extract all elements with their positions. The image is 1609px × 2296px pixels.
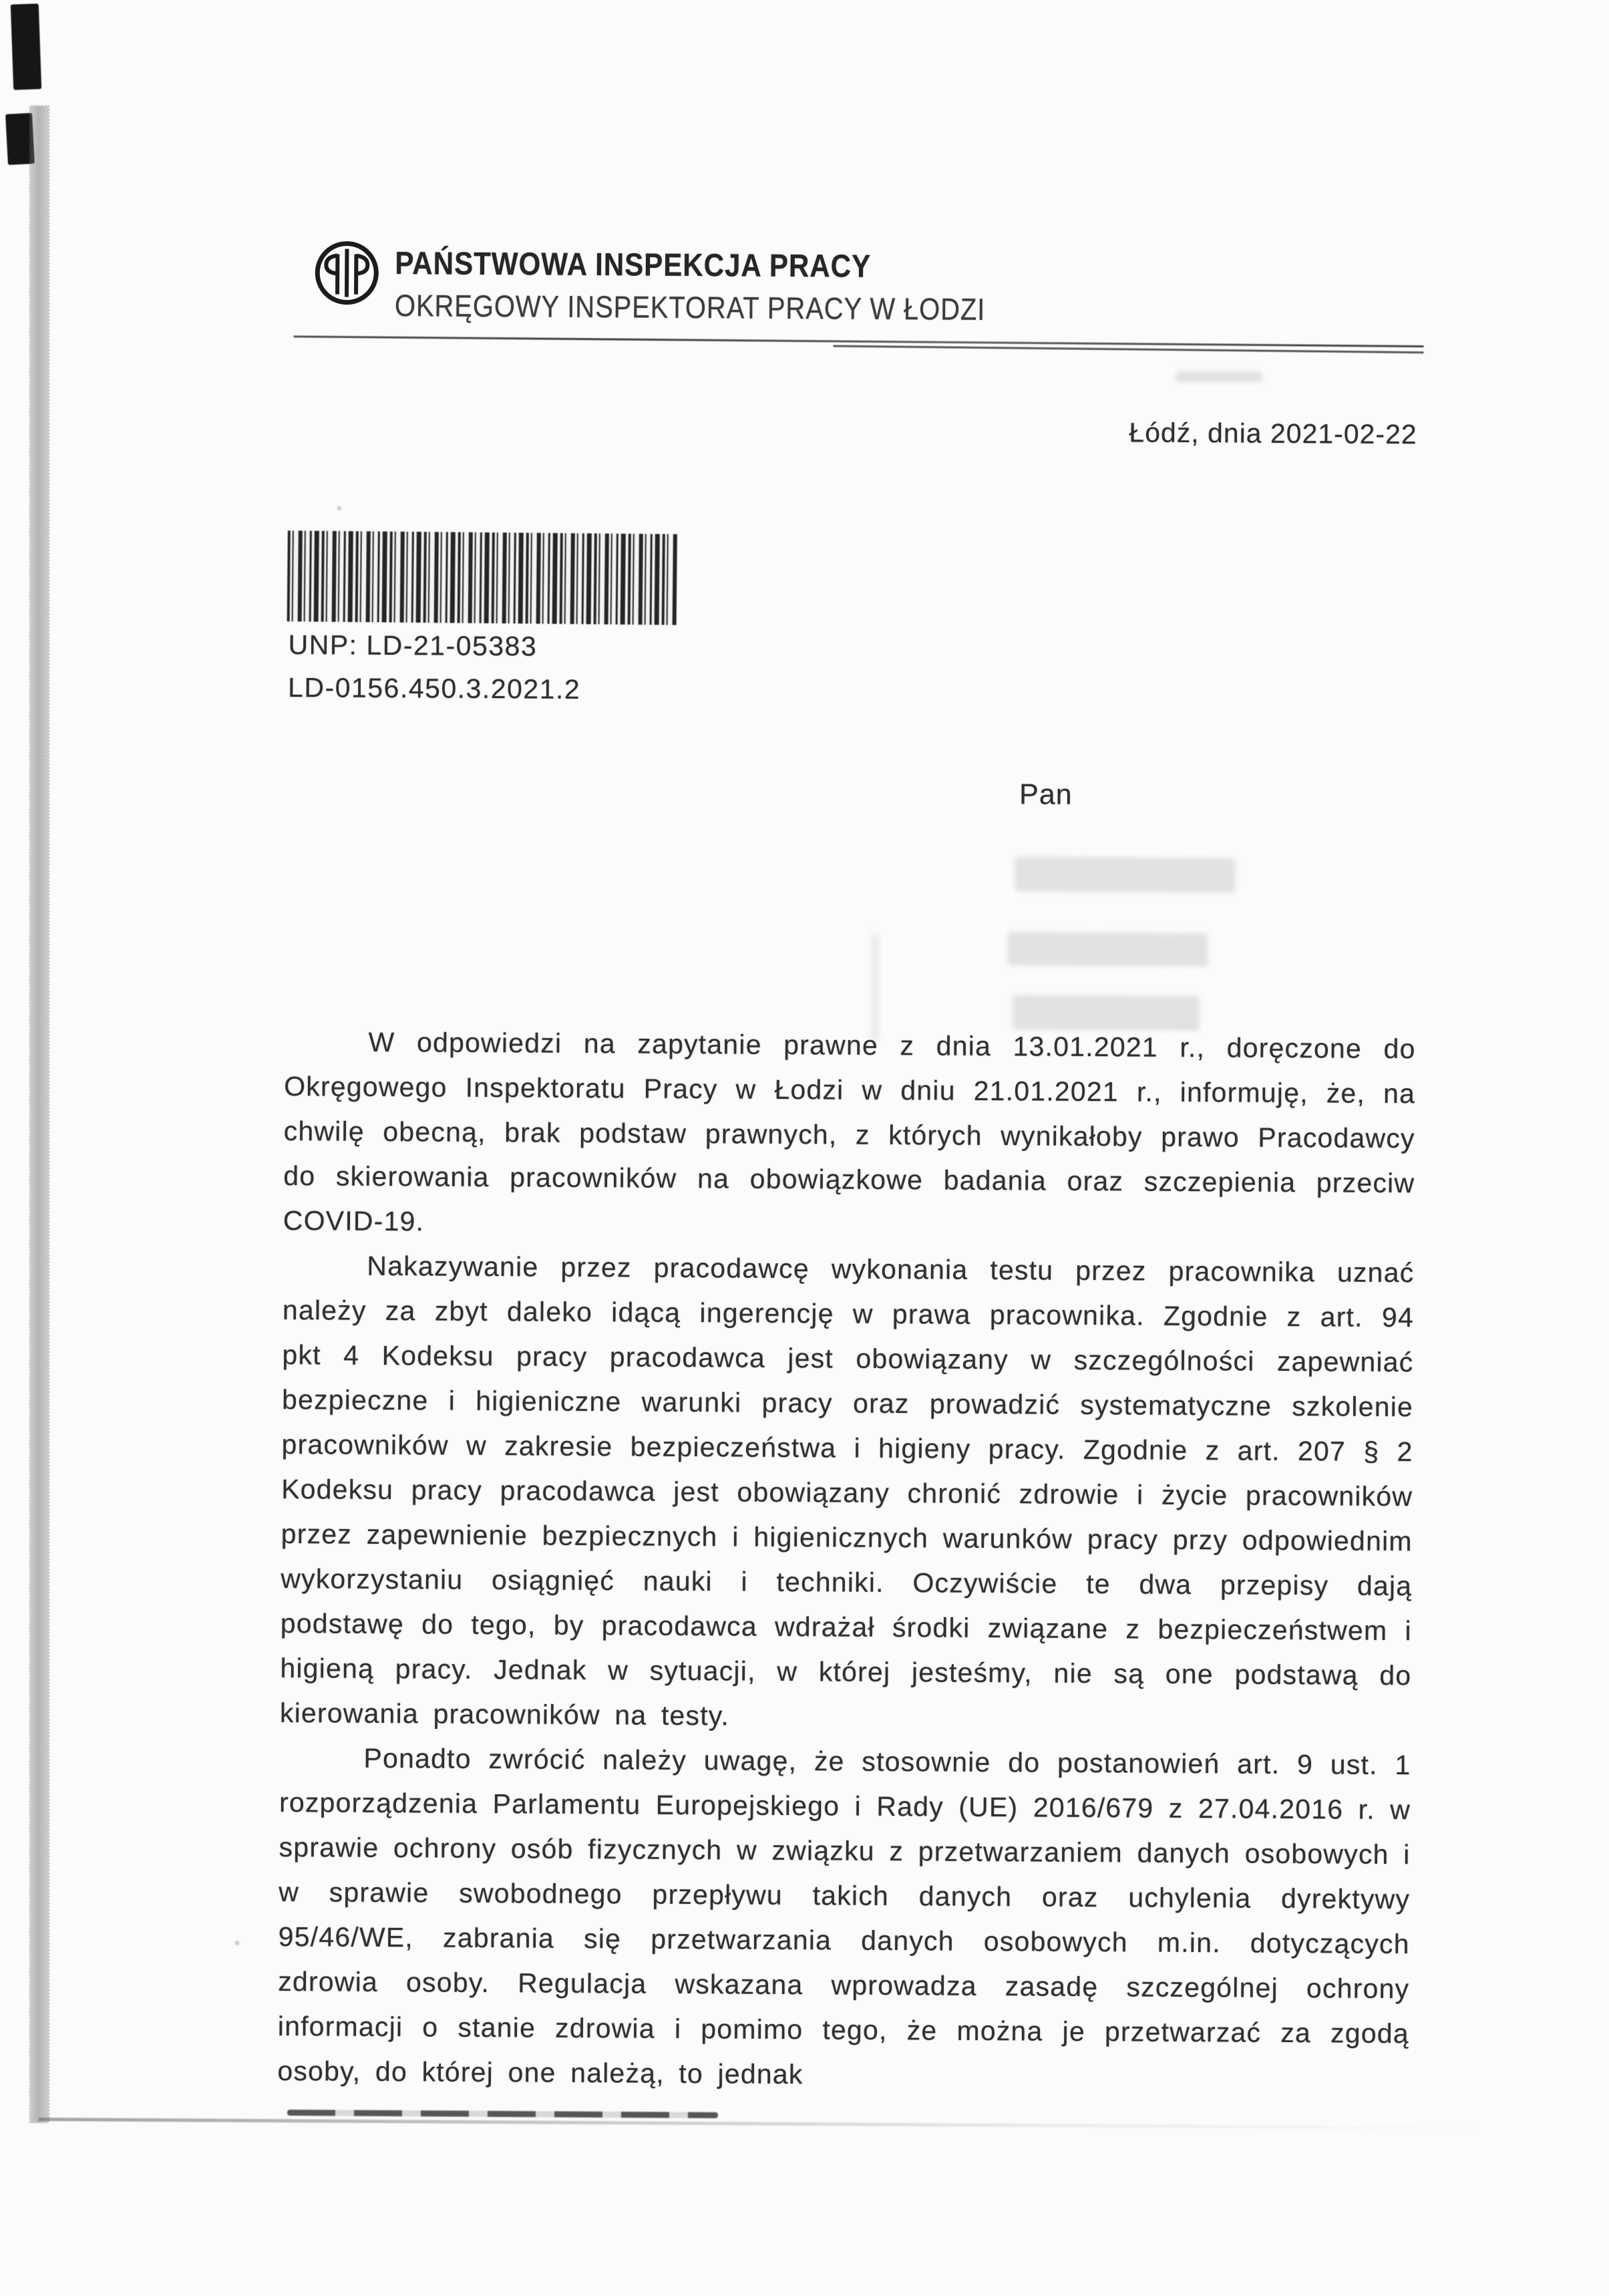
redacted-line	[1015, 856, 1235, 892]
paragraph: Ponadto zwrócić należy uwagę, że stosownie do postanowień art. 9 ust. 1 rozporządzenia Parlamentu Europejskiego i Rady (UE) 2016/679 z 27.04.2016 r. w sprawie ochrony osób fizycznych w związku z przetwarzaniem danych osobowych i w sprawie swobodnego przepływu takich danych oraz uchylenia dyrektywy 95/46/WE, zabrania się przetwarzania danych osobowych m.in. dotyczących zdrowia osoby. Regulacja wskazana wprowadza zasadę szczególnej ochrony informacji o stanie zdrowia i pomimo tego, że można je przetwarzać za zgodą osoby, do której one należą, to jednak	[277, 1742, 1411, 2090]
issuer-block	[395, 245, 1074, 328]
place-and-date: Łódź, dnia 2021-02-22	[1129, 417, 1417, 450]
pip-logo-icon	[313, 239, 381, 307]
issuer-name: PAŃSTWOWA INSPEKCJA PRACY	[395, 246, 872, 285]
case-number: LD-0156.450.3.2021.2	[287, 672, 581, 705]
redacted-line	[1007, 932, 1208, 967]
paragraph: W odpowiedzi na zapytanie prawne z dnia 13.01.2021 r., doręczone do Okręgowego Inspektoratu Pracy w Łodzi w dniu 21.01.2021 r., informuję, że, na chwilę obecną, brak podstaw prawnych, z których wynikałoby prawo Pracodawcy do skierowania pracowników na obowiązkowe badania oraz szczepienia przeciw COVID-19.	[283, 1026, 1416, 1237]
unp-number: UNP: LD-21-05383	[288, 629, 538, 662]
recipient-salutation: Pan	[1019, 778, 1073, 811]
paragraph: Nakazywanie przez pracodawcę wykonania testu przez pracownika uznać należy za zbyt daleko idącą ingerencję w prawa pracownika. Zgodnie z art. 94 pkt 4 Kodeksu pracy pracodawca jest obowiązany w szczególności zapewniać bezpieczne i higieniczne warunki pracy oraz prowadzić systematyczne szkolenie pracowników w zakresie bezpieczeństwa i higieny pracy. Zgodnie z art. 207 § 2 Kodeksu pracy pracodawca jest obowiązany chronić zdrowie i życie pracowników przez zapewnienie bezpiecznych i higienicznych warunków pracy przy odpowiednim wykorzystaniu osiągnięć nauki i techniki. Oczywiście te dwa przepisy dają podstawę do tego, by pracodawca wdrażał środki związane z bezpieczeństwem i higieną pracy. Jednak w sytuacji, w której jesteśmy, nie są one podstawą do kierowania pracowników na testy.	[279, 1250, 1415, 1732]
barcode	[287, 530, 678, 625]
letter-body	[277, 1019, 1416, 2101]
issuer-office: OKRĘGOWY INSPEKTORAT PRACY W ŁODZI	[394, 288, 986, 327]
